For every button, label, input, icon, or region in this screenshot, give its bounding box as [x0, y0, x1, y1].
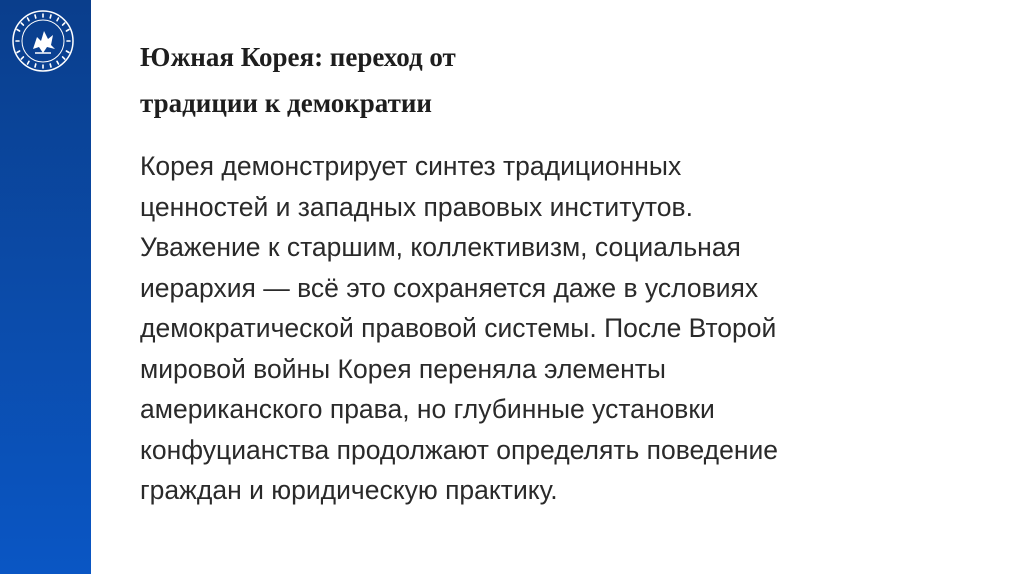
body-line: Корея демонстрирует синтез традиционных — [140, 151, 682, 181]
body-line: граждан и юридическую практику. — [140, 475, 558, 505]
body-line: ценностей и западных правовых институтов. — [140, 191, 693, 222]
slide-title — [140, 34, 900, 126]
sidebar-band — [0, 0, 91, 574]
body-line: демократической правовой системы. После Второй — [140, 313, 777, 343]
slide-body-text — [140, 146, 940, 511]
body-line: конфуцианства продолжают определять поведение — [140, 434, 779, 465]
slide-title-line: традиции к демократии — [140, 88, 432, 118]
kfu-emblem-icon — [11, 9, 75, 73]
body-line: мировой войны Корея переняла элементы — [140, 353, 666, 384]
slide-title-line: Южная Корея: переход от — [140, 42, 456, 72]
body-line: американского права, но глубинные установки — [140, 394, 715, 424]
body-line: Уважение к старшим, коллективизм, социальная — [140, 232, 741, 262]
body-line: иерархия — всё это сохраняется даже в условиях — [140, 272, 759, 303]
